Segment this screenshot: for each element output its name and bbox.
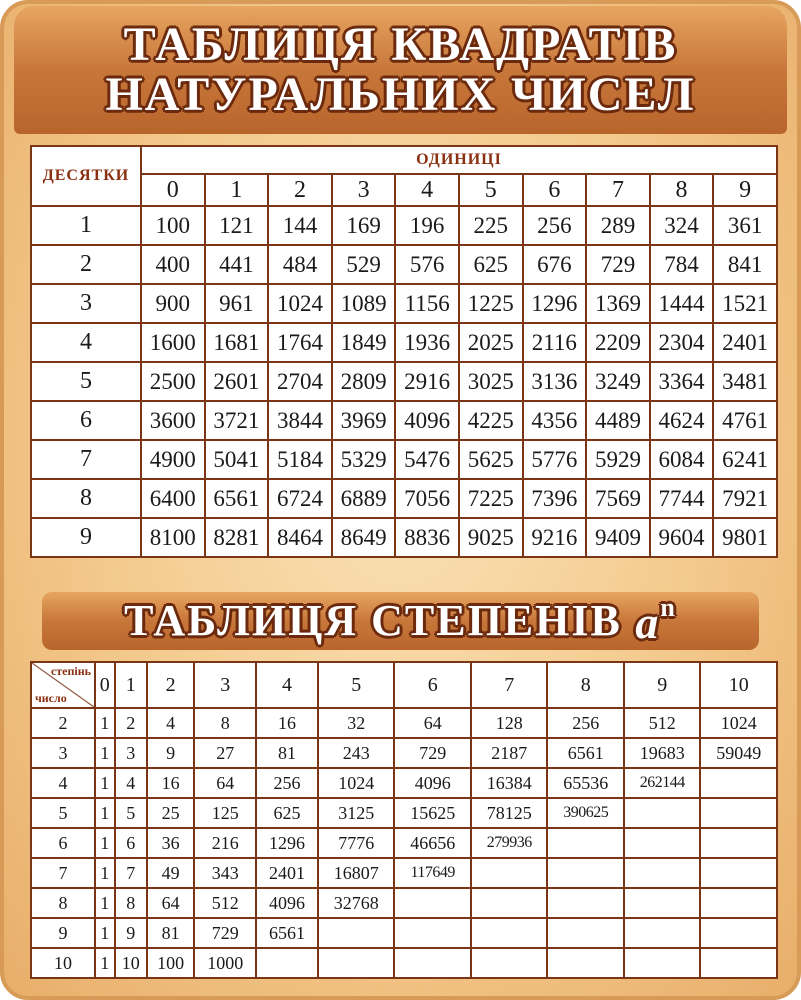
powers-base: a: [635, 597, 661, 649]
power-value-cell: 125: [194, 798, 256, 828]
square-value-cell: 9216: [523, 518, 587, 557]
square-value-cell: 1681: [205, 323, 269, 362]
square-value-cell: 4096: [395, 401, 459, 440]
power-value-cell: [547, 918, 624, 948]
title-line-2: НАТУРАЛЬНИХ ЧИСЕЛ: [105, 68, 696, 121]
powers-row: [31, 828, 777, 858]
power-value-cell: 1000: [194, 948, 256, 978]
square-value-cell: 625: [459, 245, 523, 284]
square-value-cell: 2704: [268, 362, 332, 401]
square-value-cell: 5041: [205, 440, 269, 479]
power-value-cell: [394, 948, 471, 978]
unit-digit-cell: 8: [650, 174, 714, 206]
power-value-cell: 4096: [394, 768, 471, 798]
square-value-cell: 3136: [523, 362, 587, 401]
squares-row: [31, 479, 777, 518]
unit-digit-cell: 6: [523, 174, 587, 206]
power-value-cell: 117649: [394, 858, 471, 888]
square-value-cell: 1225: [459, 284, 523, 323]
power-value-cell: 8: [194, 708, 256, 738]
square-value-cell: 7396: [523, 479, 587, 518]
power-value-cell: 46656: [394, 828, 471, 858]
square-value-cell: 2025: [459, 323, 523, 362]
tens-digit-cell: 4: [31, 323, 141, 362]
power-value-cell: [547, 948, 624, 978]
power-value-cell: 343: [194, 858, 256, 888]
power-value-cell: 49: [147, 858, 194, 888]
exponent-row: [31, 662, 777, 708]
tens-digit-cell: 2: [31, 245, 141, 284]
units-header: ОДИНИЦІ: [141, 146, 777, 174]
tens-digit-cell: 9: [31, 518, 141, 557]
square-value-cell: 4225: [459, 401, 523, 440]
square-value-cell: 2809: [332, 362, 396, 401]
power-value-cell: 1: [95, 828, 115, 858]
power-value-cell: 729: [394, 738, 471, 768]
power-value-cell: 1: [95, 708, 115, 738]
square-value-cell: 9025: [459, 518, 523, 557]
tens-digit-cell: 7: [31, 440, 141, 479]
square-value-cell: 9801: [713, 518, 777, 557]
power-value-cell: 81: [147, 918, 194, 948]
powers-title-banner: [42, 592, 759, 650]
unit-digit-cell: 5: [459, 174, 523, 206]
power-value-cell: 6561: [256, 918, 318, 948]
power-value-cell: 16: [147, 768, 194, 798]
square-value-cell: 289: [586, 206, 650, 245]
square-value-cell: 6084: [650, 440, 714, 479]
power-value-cell: 262144: [624, 768, 701, 798]
square-value-cell: 3721: [205, 401, 269, 440]
square-value-cell: 1764: [268, 323, 332, 362]
power-value-cell: 1: [95, 798, 115, 828]
square-value-cell: 2209: [586, 323, 650, 362]
exponent-cell: 2: [147, 662, 194, 708]
square-value-cell: 121: [205, 206, 269, 245]
square-value-cell: 529: [332, 245, 396, 284]
square-value-cell: 2916: [395, 362, 459, 401]
square-value-cell: 4489: [586, 401, 650, 440]
power-value-cell: 100: [147, 948, 194, 978]
power-value-cell: 64: [194, 768, 256, 798]
power-value-cell: 216: [194, 828, 256, 858]
title-banner: [14, 6, 787, 134]
square-value-cell: 8836: [395, 518, 459, 557]
power-value-cell: 32: [318, 708, 395, 738]
square-value-cell: 3969: [332, 401, 396, 440]
square-value-cell: 324: [650, 206, 714, 245]
square-value-cell: 4624: [650, 401, 714, 440]
squares-row: [31, 401, 777, 440]
base-number-cell: 5: [31, 798, 95, 828]
square-value-cell: 7921: [713, 479, 777, 518]
power-value-cell: [700, 888, 777, 918]
power-value-cell: 16384: [471, 768, 548, 798]
power-value-cell: 3: [115, 738, 148, 768]
base-number-cell: 4: [31, 768, 95, 798]
power-value-cell: [700, 798, 777, 828]
power-value-cell: 1: [95, 858, 115, 888]
square-value-cell: 8100: [141, 518, 205, 557]
power-value-cell: 7776: [318, 828, 395, 858]
power-value-cell: 256: [547, 708, 624, 738]
unit-digit-cell: 1: [205, 174, 269, 206]
power-value-cell: [624, 798, 701, 828]
square-value-cell: 1849: [332, 323, 396, 362]
tens-digit-cell: 8: [31, 479, 141, 518]
unit-digit-cell: 9: [713, 174, 777, 206]
square-value-cell: 9604: [650, 518, 714, 557]
square-value-cell: 2304: [650, 323, 714, 362]
powers-row: [31, 918, 777, 948]
square-value-cell: 8649: [332, 518, 396, 557]
power-value-cell: [547, 858, 624, 888]
square-value-cell: 5476: [395, 440, 459, 479]
exponent-cell: 10: [700, 662, 777, 708]
power-value-cell: 6: [115, 828, 148, 858]
square-value-cell: 2500: [141, 362, 205, 401]
powers-table: [30, 661, 778, 979]
power-value-cell: [256, 948, 318, 978]
power-value-cell: 36: [147, 828, 194, 858]
square-value-cell: 1600: [141, 323, 205, 362]
exponent-cell: 0: [95, 662, 115, 708]
square-value-cell: 1444: [650, 284, 714, 323]
square-value-cell: 3481: [713, 362, 777, 401]
power-value-cell: 128: [471, 708, 548, 738]
powers-row: [31, 888, 777, 918]
square-value-cell: 729: [586, 245, 650, 284]
square-value-cell: 144: [268, 206, 332, 245]
power-value-cell: 9: [115, 918, 148, 948]
square-value-cell: 5184: [268, 440, 332, 479]
square-value-cell: 4356: [523, 401, 587, 440]
square-value-cell: 6400: [141, 479, 205, 518]
power-value-cell: [700, 948, 777, 978]
power-value-cell: 78125: [471, 798, 548, 828]
power-value-cell: 2187: [471, 738, 548, 768]
power-value-cell: 1024: [318, 768, 395, 798]
powers-row: [31, 858, 777, 888]
square-value-cell: 3600: [141, 401, 205, 440]
power-value-cell: 729: [194, 918, 256, 948]
unit-digit-cell: 3: [332, 174, 396, 206]
square-value-cell: 5776: [523, 440, 587, 479]
power-value-cell: 15625: [394, 798, 471, 828]
power-value-cell: [700, 828, 777, 858]
power-value-cell: 1: [95, 888, 115, 918]
power-value-cell: [624, 948, 701, 978]
exponent-cell: 5: [318, 662, 395, 708]
power-value-cell: 59049: [700, 738, 777, 768]
base-number-cell: 10: [31, 948, 95, 978]
squares-row: [31, 362, 777, 401]
square-value-cell: 169: [332, 206, 396, 245]
power-value-cell: 65536: [547, 768, 624, 798]
square-value-cell: 1296: [523, 284, 587, 323]
power-value-cell: [547, 828, 624, 858]
power-value-cell: [700, 858, 777, 888]
square-value-cell: 961: [205, 284, 269, 323]
power-value-cell: [624, 858, 701, 888]
power-value-cell: [318, 948, 395, 978]
power-value-cell: [471, 858, 548, 888]
power-value-cell: 1024: [700, 708, 777, 738]
squares-row: [31, 323, 777, 362]
squares-row: [31, 206, 777, 245]
tens-header: ДЕСЯТКИ: [31, 146, 141, 206]
square-value-cell: 484: [268, 245, 332, 284]
power-value-cell: 512: [624, 708, 701, 738]
power-value-cell: 4: [115, 768, 148, 798]
power-value-cell: [700, 918, 777, 948]
power-value-cell: 9: [147, 738, 194, 768]
diagonal-header-cell: [31, 662, 95, 708]
power-value-cell: 256: [256, 768, 318, 798]
squares-row: [31, 440, 777, 479]
square-value-cell: 256: [523, 206, 587, 245]
power-value-cell: 390625: [547, 798, 624, 828]
power-value-cell: 2: [115, 708, 148, 738]
exponent-cell: 3: [194, 662, 256, 708]
square-value-cell: 1089: [332, 284, 396, 323]
square-value-cell: 576: [395, 245, 459, 284]
power-value-cell: 2401: [256, 858, 318, 888]
square-value-cell: 8281: [205, 518, 269, 557]
square-value-cell: 900: [141, 284, 205, 323]
power-value-cell: 1296: [256, 828, 318, 858]
exponent-cell: 4: [256, 662, 318, 708]
power-value-cell: 10: [115, 948, 148, 978]
square-value-cell: 1521: [713, 284, 777, 323]
power-value-cell: [624, 918, 701, 948]
power-value-cell: [624, 888, 701, 918]
base-number-cell: 2: [31, 708, 95, 738]
square-value-cell: 441: [205, 245, 269, 284]
base-number-cell: 6: [31, 828, 95, 858]
powers-row: [31, 708, 777, 738]
square-value-cell: 3025: [459, 362, 523, 401]
square-value-cell: 361: [713, 206, 777, 245]
square-value-cell: 7225: [459, 479, 523, 518]
square-value-cell: 9409: [586, 518, 650, 557]
square-value-cell: 2601: [205, 362, 269, 401]
power-value-cell: 4: [147, 708, 194, 738]
unit-digit-cell: 7: [586, 174, 650, 206]
powers-formula: [622, 594, 677, 647]
power-value-cell: 32768: [318, 888, 395, 918]
exponent-label: степінь: [50, 664, 91, 678]
square-value-cell: 6561: [205, 479, 269, 518]
power-value-cell: 27: [194, 738, 256, 768]
square-value-cell: 7056: [395, 479, 459, 518]
square-value-cell: 3249: [586, 362, 650, 401]
squares-table: [30, 145, 778, 558]
exponent-cell: 8: [547, 662, 624, 708]
square-value-cell: 2116: [523, 323, 587, 362]
tens-digit-cell: 1: [31, 206, 141, 245]
tens-digit-cell: 3: [31, 284, 141, 323]
power-value-cell: [318, 918, 395, 948]
power-value-cell: [471, 948, 548, 978]
square-value-cell: 784: [650, 245, 714, 284]
square-value-cell: 1024: [268, 284, 332, 323]
squares-row: [31, 284, 777, 323]
power-value-cell: 4096: [256, 888, 318, 918]
power-value-cell: [547, 888, 624, 918]
power-value-cell: 1: [95, 918, 115, 948]
base-number-cell: 9: [31, 918, 95, 948]
power-value-cell: 5: [115, 798, 148, 828]
square-value-cell: 7744: [650, 479, 714, 518]
powers-row: [31, 798, 777, 828]
unit-digit-cell: 0: [141, 174, 205, 206]
tens-digit-cell: 5: [31, 362, 141, 401]
power-value-cell: 1: [95, 738, 115, 768]
square-value-cell: 4900: [141, 440, 205, 479]
square-value-cell: 8464: [268, 518, 332, 557]
power-value-cell: 7: [115, 858, 148, 888]
square-value-cell: 6889: [332, 479, 396, 518]
power-value-cell: 243: [318, 738, 395, 768]
power-value-cell: [471, 918, 548, 948]
units-row: [31, 174, 777, 206]
tens-digit-cell: 6: [31, 401, 141, 440]
square-value-cell: 400: [141, 245, 205, 284]
base-number-cell: 8: [31, 888, 95, 918]
number-label: число: [35, 691, 67, 705]
power-value-cell: 64: [394, 708, 471, 738]
power-value-cell: [394, 888, 471, 918]
power-value-cell: [700, 768, 777, 798]
powers-exponent: n: [660, 593, 677, 623]
exponent-cell: 6: [394, 662, 471, 708]
square-value-cell: 7569: [586, 479, 650, 518]
square-value-cell: 4761: [713, 401, 777, 440]
square-value-cell: 6241: [713, 440, 777, 479]
square-value-cell: 6724: [268, 479, 332, 518]
power-value-cell: 1: [95, 768, 115, 798]
powers-title: ТАБЛИЦЯ СТЕПЕНІВ: [124, 595, 622, 645]
square-value-cell: 225: [459, 206, 523, 245]
power-value-cell: 19683: [624, 738, 701, 768]
power-value-cell: 16807: [318, 858, 395, 888]
square-value-cell: 5625: [459, 440, 523, 479]
title-line-1: ТАБЛИЦЯ КВАДРАТІВ: [123, 17, 678, 71]
square-value-cell: 2401: [713, 323, 777, 362]
square-value-cell: 5929: [586, 440, 650, 479]
power-value-cell: 8: [115, 888, 148, 918]
unit-digit-cell: 4: [395, 174, 459, 206]
power-value-cell: 279936: [471, 828, 548, 858]
square-value-cell: 5329: [332, 440, 396, 479]
power-value-cell: 16: [256, 708, 318, 738]
square-value-cell: 196: [395, 206, 459, 245]
power-value-cell: 81: [256, 738, 318, 768]
power-value-cell: 25: [147, 798, 194, 828]
power-value-cell: [394, 918, 471, 948]
power-value-cell: [471, 888, 548, 918]
base-number-cell: 3: [31, 738, 95, 768]
square-value-cell: 676: [523, 245, 587, 284]
square-value-cell: 1369: [586, 284, 650, 323]
power-value-cell: 3125: [318, 798, 395, 828]
powers-row: [31, 738, 777, 768]
exponent-cell: 7: [471, 662, 548, 708]
power-value-cell: 1: [95, 948, 115, 978]
base-number-cell: 7: [31, 858, 95, 888]
power-value-cell: 6561: [547, 738, 624, 768]
square-value-cell: 841: [713, 245, 777, 284]
exponent-cell: 1: [115, 662, 148, 708]
exponent-cell: 9: [624, 662, 701, 708]
power-value-cell: 64: [147, 888, 194, 918]
square-value-cell: 3844: [268, 401, 332, 440]
squares-row: [31, 518, 777, 557]
power-value-cell: 512: [194, 888, 256, 918]
powers-row: [31, 768, 777, 798]
power-value-cell: [624, 828, 701, 858]
power-value-cell: 625: [256, 798, 318, 828]
powers-row: [31, 948, 777, 978]
square-value-cell: 100: [141, 206, 205, 245]
square-value-cell: 3364: [650, 362, 714, 401]
squares-row: [31, 245, 777, 284]
square-value-cell: 1156: [395, 284, 459, 323]
square-value-cell: 1936: [395, 323, 459, 362]
unit-digit-cell: 2: [268, 174, 332, 206]
